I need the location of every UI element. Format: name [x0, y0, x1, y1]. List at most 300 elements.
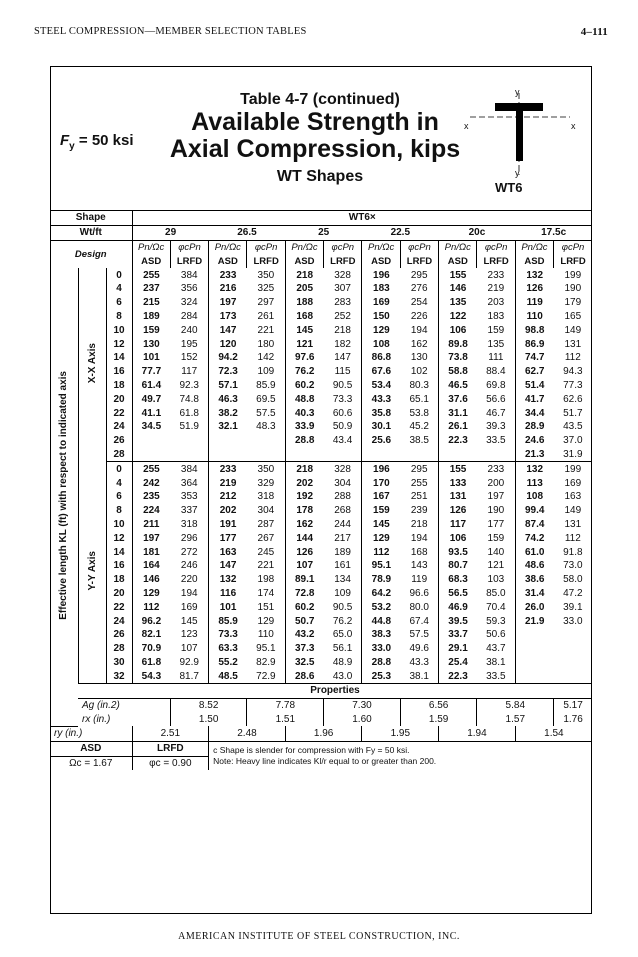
strength-cell: 37.6 — [439, 392, 477, 406]
strength-cell: 337 — [180, 505, 198, 517]
strength-cell: 261 — [257, 310, 275, 322]
strength-cell: 218 — [334, 324, 351, 336]
strength-cell: 112 — [362, 545, 400, 559]
strength-cell: 61.8 — [179, 407, 199, 419]
strength-cell: 106 — [439, 531, 477, 545]
strength-cell: 107 — [180, 643, 198, 655]
strength-cell: 85.9 — [256, 379, 276, 391]
strength-cell: 33.5 — [486, 435, 506, 447]
strength-cell — [400, 448, 438, 462]
strength-cell: 93.5 — [439, 545, 477, 559]
strength-cell: 82.9 — [256, 656, 276, 668]
strength-cell: 47.2 — [563, 587, 583, 599]
strength-cell: 112 — [564, 532, 581, 544]
property-value: 1.57 — [477, 713, 554, 727]
axis-y-bottom: y — [515, 168, 520, 178]
strength-cell: 197 — [487, 491, 505, 503]
strength-cell: 48.8 — [285, 392, 323, 406]
property-value: 7.78 — [247, 698, 324, 712]
strength-cell: 246 — [180, 560, 198, 572]
header-asd: ASD — [209, 254, 247, 268]
header-lrfd: LRFD — [400, 254, 438, 268]
axis-text: X-X Axis — [86, 343, 98, 384]
strength-cell: 46.3 — [209, 392, 247, 406]
strength-cell: 38.3 — [362, 628, 400, 642]
strength-cell: 77.3 — [563, 379, 583, 391]
strength-cell — [209, 434, 247, 448]
strength-cell: 109 — [257, 366, 275, 378]
strength-cell: 99.4 — [515, 504, 553, 518]
strength-cell: 81.7 — [170, 669, 208, 683]
effective-length-value: 22 — [106, 600, 132, 614]
strength-cell: 82.1 — [132, 628, 170, 642]
strength-cell — [515, 656, 553, 670]
effective-length-value: 6 — [106, 296, 132, 310]
strength-cell: 211 — [132, 518, 170, 532]
strength-cell: 199 — [564, 269, 582, 281]
strength-cell: 135 — [487, 338, 505, 350]
strength-cell: 106 — [439, 323, 477, 337]
strength-cell: 167 — [362, 490, 400, 504]
strength-cell: 69.5 — [256, 393, 276, 405]
strength-cell: 239 — [410, 505, 428, 517]
strength-cell: 123 — [180, 629, 198, 641]
strength-cell: 49.6 — [409, 643, 429, 655]
strength-cell: 180 — [257, 338, 275, 350]
strength-cell: 218 — [285, 268, 323, 282]
strength-cell: 38.2 — [209, 406, 247, 420]
table-subtitle: WT Shapes — [276, 168, 364, 185]
strength-cell: 73.3 — [332, 393, 353, 405]
strength-cell: 162 — [410, 338, 428, 350]
strength-cell: 95.1 — [362, 559, 400, 573]
strength-cell: 32.5 — [285, 656, 323, 670]
strength-cell: 25.3 — [362, 669, 400, 683]
strength-cell: 21.9 — [515, 614, 553, 628]
strength-cell: 48.6 — [515, 559, 553, 573]
strength-cell — [554, 669, 592, 683]
strength-cell: 233 — [209, 268, 247, 282]
effective-length-value: 14 — [106, 545, 132, 559]
strength-cell: 43.3 — [409, 656, 429, 668]
omega-value: Ωc = 1.67 — [50, 756, 132, 770]
strength-cell: 26.1 — [439, 420, 477, 434]
axis-x-left: x — [464, 121, 469, 131]
strength-cell: 101 — [132, 351, 170, 365]
header-lrfd-symbol: φcPn — [400, 240, 438, 254]
lrfd-label: LRFD — [132, 741, 209, 756]
strength-cell: 220 — [180, 574, 198, 586]
effective-length-value: 10 — [106, 518, 132, 532]
strength-cell: 80.0 — [409, 601, 429, 613]
strength-cell: 98.8 — [515, 323, 553, 337]
strength-cell — [554, 642, 592, 656]
strength-cell: 159 — [362, 504, 400, 518]
strength-cell: 38.1 — [400, 669, 438, 683]
strength-cell: 194 — [410, 532, 428, 544]
axis-x-right: x — [571, 121, 576, 131]
strength-cell: 86.9 — [515, 337, 553, 351]
strength-cell: 113 — [515, 476, 553, 490]
header-lrfd: LRFD — [247, 254, 285, 268]
strength-cell: 177 — [209, 531, 247, 545]
strength-cell: 95.1 — [256, 643, 276, 655]
strength-cell: 328 — [334, 463, 351, 475]
strength-cell: 129 — [257, 615, 275, 627]
strength-cell: 272 — [180, 546, 198, 558]
strength-cell: 57.1 — [209, 379, 247, 393]
strength-cell: 22.3 — [439, 669, 477, 683]
properties-title: Properties — [78, 684, 592, 699]
strength-cell: 267 — [257, 532, 275, 544]
weight-value: 20c — [439, 225, 516, 240]
strength-cell: 169 — [362, 296, 400, 310]
strength-cell: 43.5 — [563, 421, 583, 433]
strength-cell: 74.8 — [179, 393, 199, 405]
strength-cell: 96.6 — [409, 587, 429, 599]
header-lrfd: LRFD — [324, 254, 362, 268]
strength-cell: 170 — [362, 476, 400, 490]
strength-cell: 132 — [515, 462, 553, 476]
strength-cell: 131 — [564, 338, 582, 350]
heavy-line-note: Note: Heavy line indicates Kl/r equal to or greater than 200. — [213, 756, 437, 767]
strength-cell: 111 — [488, 352, 504, 364]
strength-cell: 149 — [564, 505, 582, 517]
header-asd-symbol: Pn/Ωc — [132, 240, 170, 254]
strength-cell: 48.5 — [209, 669, 247, 683]
axis-text: Y-Y Axis — [86, 551, 98, 591]
property-value: 7.30 — [324, 698, 401, 712]
header-lrfd-symbol: φcPn — [170, 240, 208, 254]
strength-cell: 57.5 — [256, 407, 276, 419]
strength-cell: 43.0 — [324, 669, 362, 683]
strength-cell: 31.4 — [515, 587, 553, 601]
strength-cell: 65.0 — [332, 629, 353, 641]
y-axis-group-label — [78, 462, 106, 684]
header-lrfd: LRFD — [170, 254, 208, 268]
axis-y-top: y — [515, 87, 520, 97]
strength-cell: 39.5 — [439, 614, 477, 628]
strength-cell: 169 — [564, 477, 582, 489]
strength-cell: 328 — [334, 269, 351, 281]
strength-cell: 202 — [285, 476, 323, 490]
effective-length-value: 18 — [106, 379, 132, 393]
x-axis-group-label — [78, 268, 106, 462]
strength-cell: 69.8 — [486, 379, 506, 391]
header-asd: ASD — [285, 254, 323, 268]
strength-cell: 76.2 — [332, 615, 353, 627]
strength-cell: 353 — [180, 491, 198, 503]
strength-cell: 219 — [209, 476, 247, 490]
strength-cell: 92.9 — [179, 656, 199, 668]
strength-cell: 199 — [564, 463, 582, 475]
strength-cell: 189 — [334, 546, 351, 558]
strength-cell: 384 — [180, 269, 198, 281]
strength-cell: 126 — [515, 282, 553, 296]
strength-cell: 255 — [132, 268, 170, 282]
property-value: 8.52 — [170, 698, 247, 712]
effective-length-value: 4 — [106, 282, 132, 296]
strength-cell: 102 — [410, 366, 428, 378]
strength-cell: 132 — [515, 268, 553, 282]
slender-note: c Shape is slender for compression with Fy = 50 ksi. — [213, 745, 410, 756]
strength-cell: 58.0 — [563, 574, 583, 586]
weight-value: 29 — [132, 225, 209, 240]
running-head-title: STEEL COMPRESSION—MEMBER SELECTION TABLES — [34, 26, 307, 37]
strength-cell: 329 — [257, 477, 275, 489]
strength-cell: 233 — [209, 462, 247, 476]
strength-cell — [554, 628, 592, 642]
header-asd: ASD — [439, 254, 477, 268]
strength-cell: 89.1 — [285, 573, 323, 587]
strength-cell: 44.8 — [362, 614, 400, 628]
strength-cell: 146 — [439, 282, 477, 296]
strength-cell: 168 — [285, 310, 323, 324]
effective-length-value: 16 — [106, 559, 132, 573]
strength-cell: 384 — [180, 463, 198, 475]
strength-cell: 54.3 — [132, 669, 170, 683]
design-label: Design — [50, 240, 132, 268]
strength-cell: 85.9 — [209, 614, 247, 628]
strength-cell: 41.7 — [515, 392, 553, 406]
strength-cell: 217 — [334, 532, 351, 544]
header-lrfd-symbol: φcPn — [324, 240, 362, 254]
strength-cell: 73.8 — [439, 351, 477, 365]
strength-cell: 33.0 — [362, 642, 400, 656]
effective-length-label — [50, 268, 78, 726]
strength-cell: 203 — [487, 297, 505, 309]
header-asd-symbol: Pn/Ωc — [515, 240, 553, 254]
strength-cell: 164 — [132, 559, 170, 573]
effective-length-value: 22 — [106, 406, 132, 420]
effective-length-value: 26 — [106, 628, 132, 642]
strength-cell: 129 — [362, 531, 400, 545]
effective-length-value: 0 — [106, 268, 132, 282]
table-title-line2: Axial Compression, kips — [169, 135, 461, 163]
strength-cell: 364 — [180, 477, 198, 489]
property-value: 6.56 — [400, 698, 477, 712]
weight-value: 22.5 — [362, 225, 439, 240]
strength-cell: 196 — [362, 462, 400, 476]
effective-length-value: 0 — [106, 462, 132, 476]
strength-cell: 130 — [410, 352, 428, 364]
strength-cell: 216 — [209, 282, 247, 296]
strength-cell: 94.3 — [563, 366, 583, 378]
strength-cell: 147 — [334, 352, 351, 364]
strength-cell: 177 — [487, 518, 505, 530]
strength-cell: 110 — [257, 629, 274, 641]
strength-cell: 202 — [209, 504, 247, 518]
strength-cell: 251 — [410, 491, 428, 503]
strength-cell: 244 — [334, 518, 351, 530]
strength-cell: 144 — [285, 531, 323, 545]
strength-cell: 94.2 — [209, 351, 247, 365]
strength-cell: 41.1 — [132, 406, 170, 420]
strength-cell: 33.5 — [477, 669, 515, 683]
strength-cell: 304 — [334, 477, 351, 489]
strength-cell: 57.5 — [409, 629, 429, 641]
property-label: ry (in.) — [54, 728, 83, 740]
strength-cell: 96.2 — [132, 614, 170, 628]
strength-cell: 37.0 — [563, 435, 583, 447]
page-number: 4–111 — [580, 26, 608, 38]
strength-cell: 276 — [410, 283, 428, 295]
strength-cell: 38.6 — [515, 573, 553, 587]
strength-cell: 25.6 — [362, 434, 400, 448]
strength-cell: 59.3 — [486, 615, 506, 627]
strength-cell: 117 — [181, 366, 198, 378]
strength-cell: 121 — [285, 337, 323, 351]
strength-cell: 97.6 — [285, 351, 323, 365]
strength-cell: 235 — [132, 490, 170, 504]
property-value: 1.60 — [324, 713, 401, 727]
strength-cell — [324, 448, 362, 462]
strength-cell: 29.1 — [439, 642, 477, 656]
strength-cell: 62.7 — [515, 365, 553, 379]
strength-cell: 161 — [334, 560, 351, 572]
strength-cell: 318 — [257, 491, 275, 503]
strength-cell: 33.7 — [439, 628, 477, 642]
strength-cell: 38.5 — [409, 435, 429, 447]
strength-cell: 120 — [209, 337, 247, 351]
strength-cell: 62.6 — [563, 393, 583, 405]
weight-value: 17.5c — [515, 225, 592, 240]
effective-length-value: 20 — [106, 587, 132, 601]
strength-cell: 318 — [180, 518, 198, 530]
strength-cell: 43.2 — [285, 628, 323, 642]
strength-cell: 119 — [411, 574, 428, 586]
property-value: 1.96 — [285, 726, 362, 741]
strength-cell: 240 — [180, 324, 198, 336]
strength-cell: 90.5 — [332, 379, 353, 391]
strength-cell: 174 — [257, 587, 275, 599]
running-head — [34, 26, 608, 40]
strength-cell — [170, 448, 208, 462]
strength-cell: 183 — [487, 310, 505, 322]
strength-cell: 304 — [257, 505, 275, 517]
strength-cell: 283 — [334, 297, 351, 309]
strength-cell: 65.1 — [409, 393, 429, 405]
strength-cell: 194 — [410, 324, 428, 336]
effective-length-value: 18 — [106, 573, 132, 587]
strength-cell: 39.1 — [563, 601, 583, 613]
strength-cell: 67.6 — [362, 365, 400, 379]
header-asd: ASD — [132, 254, 170, 268]
strength-cell: 165 — [564, 310, 582, 322]
strength-cell: 117 — [439, 518, 477, 532]
strength-cell: 43.3 — [362, 392, 400, 406]
strength-cell: 149 — [564, 324, 582, 336]
strength-cell: 268 — [334, 505, 351, 517]
strength-cell: 90.5 — [332, 601, 353, 613]
strength-cell: 131 — [439, 490, 477, 504]
strength-cell: 130 — [132, 337, 170, 351]
strength-cell: 115 — [334, 366, 351, 378]
strength-cell: 26.0 — [515, 600, 553, 614]
strength-cell: 150 — [362, 310, 400, 324]
strength-cell: 78.9 — [362, 573, 400, 587]
header-asd-symbol: Pn/Ωc — [362, 240, 400, 254]
strength-cell: 53.2 — [362, 600, 400, 614]
strength-cell: 32.1 — [209, 420, 247, 434]
strength-cell: 197 — [209, 296, 247, 310]
strength-cell: 129 — [362, 323, 400, 337]
strength-cell: 284 — [180, 310, 198, 322]
strength-cell — [515, 628, 553, 642]
strength-cell: 39.3 — [486, 421, 506, 433]
strength-cell: 73.3 — [209, 628, 247, 642]
strength-cell: 297 — [257, 297, 275, 309]
strength-cell: 72.9 — [247, 669, 285, 683]
strength-cell: 28.6 — [285, 669, 323, 683]
strength-cell: 101 — [209, 600, 247, 614]
table-title-line1: Available Strength in — [191, 108, 439, 136]
strength-cell: 51.7 — [563, 407, 583, 419]
table-notes — [209, 741, 592, 770]
strength-cell: 112 — [132, 600, 170, 614]
strength-cell: 119 — [515, 296, 553, 310]
strength-cell: 103 — [487, 574, 505, 586]
phi-value: φc = 0.90 — [132, 756, 209, 770]
strength-cell: 307 — [334, 283, 351, 295]
strength-cell: 288 — [334, 491, 351, 503]
strength-cell: 37.3 — [285, 642, 323, 656]
strength-cell: 183 — [362, 282, 400, 296]
property-value: 1.54 — [515, 726, 592, 741]
strength-cell: 68.3 — [439, 573, 477, 587]
strength-cell: 131 — [564, 518, 582, 530]
strength-cell: 159 — [487, 532, 505, 544]
strength-cell: 254 — [410, 297, 428, 309]
shape-designation: WT6× — [132, 211, 592, 226]
strength-cell: 51.9 — [179, 421, 199, 433]
strength-cell: 198 — [257, 574, 275, 586]
property-value: 1.95 — [362, 726, 439, 741]
weight-label: Wt/ft — [50, 225, 132, 240]
strength-cell: 61.0 — [515, 545, 553, 559]
strength-cell: 77.7 — [132, 365, 170, 379]
strength-cell: 60.2 — [285, 379, 323, 393]
property-value: 1.59 — [400, 713, 477, 727]
header-asd-symbol: Pn/Ωc — [209, 240, 247, 254]
strength-cell: 61.8 — [132, 656, 170, 670]
strength-cell — [515, 642, 553, 656]
strength-cell: 190 — [487, 505, 505, 517]
strength-cell: 196 — [362, 268, 400, 282]
strength-cell: 205 — [285, 282, 323, 296]
property-label: rx (in.) — [82, 714, 111, 726]
table-number: Table 4-7 (continued) — [240, 91, 400, 108]
strength-cell: 295 — [410, 463, 428, 475]
strength-table — [50, 210, 592, 770]
property-value: 5.17 — [554, 698, 592, 712]
strength-cell: 108 — [515, 490, 553, 504]
strength-cell: 133 — [439, 476, 477, 490]
strength-cell: 88.4 — [486, 366, 506, 378]
strength-cell: 195 — [180, 338, 198, 350]
strength-cell: 53.8 — [409, 407, 429, 419]
strength-cell: 43.4 — [332, 435, 353, 447]
section-label: WT6 — [495, 180, 523, 195]
strength-cell: 296 — [180, 532, 198, 544]
strength-cell: 24.6 — [515, 434, 553, 448]
strength-cell: 224 — [132, 504, 170, 518]
strength-cell: 51.4 — [515, 379, 553, 393]
strength-cell: 173 — [209, 310, 247, 324]
strength-cell: 295 — [410, 269, 428, 281]
strength-cell — [247, 434, 285, 448]
effective-length-text: Effective length KL (ft) with respect to indicated axis — [58, 371, 70, 620]
